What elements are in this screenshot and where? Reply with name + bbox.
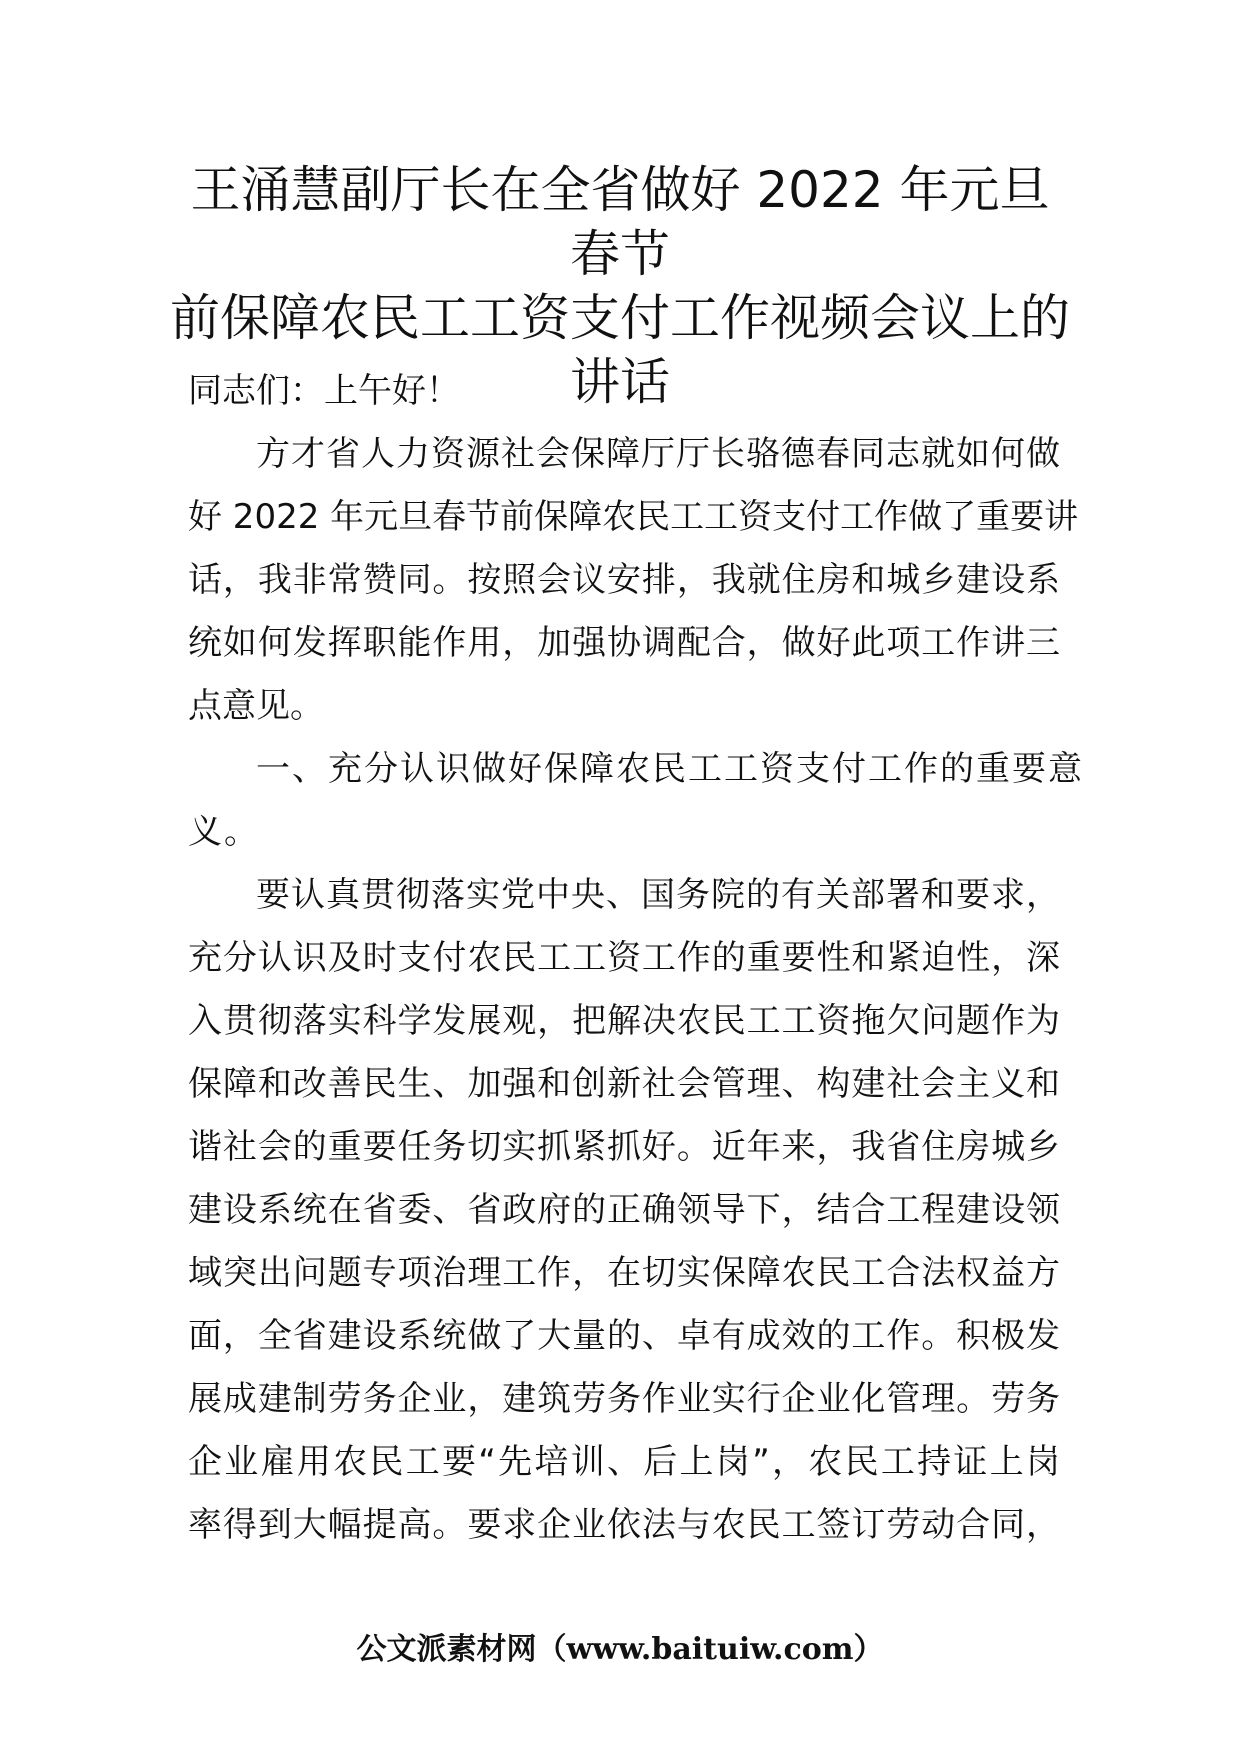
paragraph-section-one xyxy=(188,864,1060,1557)
section-heading xyxy=(188,738,1084,864)
text-line: 面，全省建设系统做了大量的、卓有成效的工作。积极发 xyxy=(188,1316,1060,1356)
text-line: 一、充分认识做好保障农民工工资支付工作的重要意 xyxy=(256,749,1084,789)
text-line: 义。 xyxy=(188,812,260,852)
title-line: 前保障农民工工资支付工作视频会议上的 xyxy=(170,289,1070,347)
text-line: 话，我非常赞同。按照会议安排，我就住房和城乡建设系 xyxy=(188,560,1060,600)
text-line: 充分认识及时支付农民工工资工作的重要性和紧迫性，深 xyxy=(188,938,1060,978)
greeting: 同志们：上午好！ xyxy=(188,371,460,411)
text-line: 入贯彻落实科学发展观，把解决农民工工资拖欠问题作为 xyxy=(188,1001,1060,1041)
text-line: 点意见。 xyxy=(188,686,324,726)
text-line: 建设系统在省委、省政府的正确领导下，结合工程建设领 xyxy=(188,1190,1060,1230)
paragraph-intro xyxy=(188,423,1079,738)
text-line: 率得到大幅提高。要求企业依法与农民工签订劳动合同， xyxy=(188,1505,1060,1545)
text-line: 企业雇用农民工要“先培训、后上岗”，农民工持证上岗 xyxy=(188,1442,1060,1482)
footer-watermark: 公文派素材网（www.baituiw.com） xyxy=(356,1632,884,1667)
text-line: 统如何发挥职能作用，加强协调配合，做好此项工作讲三 xyxy=(188,623,1060,663)
title-line: 讲话 xyxy=(570,353,670,411)
text-line: 方才省人力资源社会保障厅厅长骆德春同志就如何做 xyxy=(256,434,1060,474)
document-body xyxy=(188,360,1084,1557)
text-line: 展成建制劳务企业，建筑劳务作业实行企业化管理。劳务 xyxy=(188,1379,1060,1419)
text-line: 域突出问题专项治理工作，在切实保障农民工合法权益方 xyxy=(188,1253,1060,1293)
text-line: 保障和改善民生、加强和创新社会管理、构建社会主义和 xyxy=(188,1064,1060,1104)
text-line: 谐社会的重要任务切实抓紧抓好。近年来，我省住房城乡 xyxy=(188,1127,1060,1167)
text-line: 好 2022 年元旦春节前保障农民工工资支付工作做了重要讲 xyxy=(188,497,1079,537)
title-line: 王涌慧副厅长在全省做好 2022 年元旦春节 xyxy=(190,161,1050,283)
text-line: 要认真贯彻落实党中央、国务院的有关部署和要求， xyxy=(256,875,1060,915)
